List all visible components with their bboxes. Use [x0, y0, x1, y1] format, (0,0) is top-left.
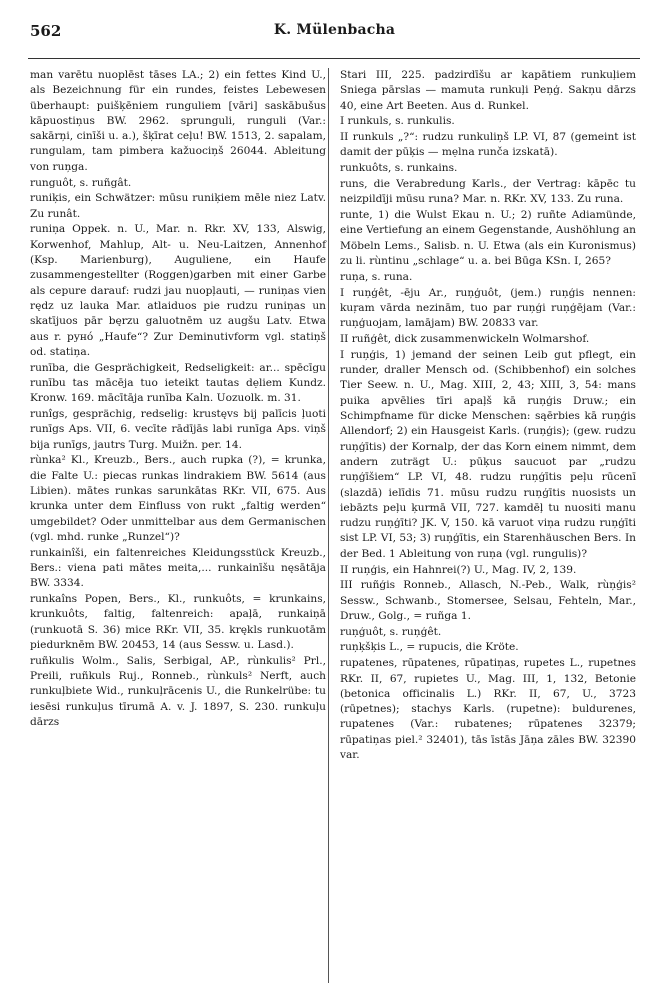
- dictionary-entry: ruņa, s. runa.: [340, 270, 413, 283]
- dictionary-entry: Stari III, 225. padzirdīšu ar kapātiem runkuļiem Sniega pārslas — mamuta runkuļi Peņģ. Sakņu dārzs 40, eine Art Beeten. Aus d. Runkel.: [340, 69, 636, 112]
- dictionary-entry: runîgs, gesprächig, redselig: krustęvs bij palīcis ļuoti runīgs Aps. VII, 6. vecīte rādījās labi runīga Aps. viņš bija runīgs, jautrs Turg. Muižn. per. 14.: [30, 408, 326, 451]
- dictionary-entry: runkaîns Popen, Bers., Kl., runkuôts, = krunkains, krunkuôts, faltig, faltenreich: apaļā, runkaiņā (runkuotā S. 36) mice RKr. VII, 35. krękls runkuotām piedurknēm BW. 20453, 14 (aus Sessw. u. Lasd.).: [30, 593, 326, 651]
- dictionary-entry: III ruñģis Ronneb., Allasch, N.-Peb., Walk, rùņģis² Sessw., Schwanb., Stomersee, Selsau, Fehteln, Mar., Druw., Golg., = ruñga 1.: [340, 579, 636, 622]
- column-divider: [328, 68, 329, 983]
- dictionary-entry: runkainîši, ein faltenreiches Kleidungsstück Kreuzb., Bers.: viena pati mātes meita,... runkainīšu nęsātāja BW. 3334.: [30, 546, 326, 590]
- dictionary-entry: runkuôts, s. runkains.: [340, 162, 458, 175]
- left-column: [30, 68, 326, 731]
- dictionary-entry: ruñkulis Wolm., Salis, Serbigal, AP., rùnkulis² Prl., Preili, ruñkuls Ruj., Ronneb., rùnkuls² Nerft, auch runkuļbiete Wid., runkuļrācenis U., die Runkelrübe: tu iesēsi runkuļus tīrumā A. v. J. 1897, S. 230. runkuļu dārzs: [30, 654, 326, 728]
- dictionary-entry: rupatenes, rūpatenes, rūpatiņas, rupetes L., rupetnes RKr. II, 67, rupietes U., Mag. III, 1, 132, Betonie (betonica officinalis L.) RKr. II, 67, U., 3723 (rūpetnes); stachys Karls. (rupetne): buldurenes, rupatenes (Var.: rubatenes; rūpatenes 32379; rūpatiņas piel.² 32401), tās īstās Jāņa zāles BW. 32390 var.: [340, 657, 636, 762]
- right-column: [340, 68, 636, 764]
- dictionary-entry: II ruņģis, ein Hahnrei(?) U., Mag. IV, 2, 139.: [340, 563, 577, 576]
- running-head: K. Mülenbacha: [273, 22, 396, 38]
- dictionary-entry: ruņķšķis L., = rupucis, die Kröte.: [340, 641, 519, 654]
- dictionary-entry: rùnka² Kl., Kreuzb., Bers., auch rupka (?), = krunka, die Falte U.: piecas runkas lindrakiem BW. 5614 (aus Libien). mātes runkas sarunkātas RKr. VII, 675. Aus krunka unter dem Einfluss von rukt „faltig werden“ umgebildet? Oder unmittelbar aus dem Germanischen (vgl. mhd. runke „Runzel“)?: [30, 454, 326, 543]
- dictionary-entry: runība, die Gesprächigkeit, Redseligkeit: ar... spēcīgu runību tas mācēja tuo ieteikt tautas dẹliem Kundz. Kronw. 169. mācītāja runība Kaln. Uozuolk. m. 31.: [30, 361, 326, 405]
- dictionary-entry: I ruņģêt, -ēju Ar., ruņģuôt, (jem.) ruņģis nennen: kuŗam vārda nezinām, tuo par ruņģi ruņģējam (Var.: ruņģuojam, lamājam) BW. 20833 var.: [340, 286, 636, 330]
- dictionary-entry: runiķis, ein Schwätzer: mūsu runiķiem mēle niez Latv. Zu runât.: [30, 192, 326, 220]
- dictionary-entry: I runkuls, s. runkulis.: [340, 115, 455, 128]
- header-rule: [28, 58, 640, 59]
- dictionary-entry: ruņģuôt, s. ruņģêt.: [340, 625, 442, 638]
- dictionary-entry: runte, 1) die Wulst Ekau n. U.; 2) ruñte Adiamünde, eine Vertiefung an einem Gegenstande, Aushöhlung an Möbeln Lems., Salisb. n. U. Etwa (als ein Kuronismus) zu li. rùntinu „schlage“ u. a. bei Būga KSn. I, 265?: [340, 209, 636, 268]
- page-number: 562: [30, 22, 62, 40]
- dictionary-entry: runs, die Verabredung Karls., der Vertrag: kāpēc tu neizpildīji mūsu runa? Mar. n. RKr. XV, 133. Zu runa.: [340, 178, 636, 206]
- dictionary-entry: runguôt, s. ruñgât.: [30, 176, 132, 189]
- dictionary-entry: II runkuls „?“: rudzu runkuliņš LP. VI, 87 (gemeint ist damit der pūķis — mẹlna runča izskatā).: [340, 131, 636, 159]
- dictionary-entry: II ruñģêt, dick zusammenwickeln Wolmarshof.: [340, 333, 590, 346]
- dictionary-entry: runiņa Oppek. n. U., Mar. n. Rkr. XV, 133, Alswig, Korwenhof, Mahlup, Alt- u. Neu-Laitzen, Annenhof (Ksp. Marienburg), Auguliene, ein Haufe zusammengestellter (Roggen)garben mit einer Garbe als cepure darauf: rudzi jau nuopļauti, — runiņas vien rędz uz lauka Mar. atlaiduos pie rudzu runiņas un skatījuos pār bęrzu galuotnēm uz augšu Latv. Etwa aus r. pyнó „Haufe“? Zur Deminutivform vgl. statiņš od. statiņa.: [30, 223, 326, 358]
- dictionary-entry: I ruņģis, 1) jemand der seinen Leib gut pflegt, ein runder, draller Mensch od. (Schibbenhof) ein solches Tier Seew. n. U., Mag. XIII, 2, 43; XIII, 3, 54: mans puika apvēlies tīri apaļš kā ruņģis Druw.; ein Schimpfname für dicke Menschen: sąērbies kā ruņģis Allendorf; 2) ein Hausgeist Karls. (ruņģis); (gew. rudzu ruņģītis) der Kornalp, der das Korn einem nimmt, dem andern zuträgt U.: pūķus saucuot par „rudzu ruņģīšiem“ LP. VI, 48. rudzu ruņģītis peļu rūcenī (slazdā) ielīdis 71. mūsu rudzu ruņģītis nuosists un iebāzts peļu ķurmā VII, 727. kamdēļ tu nuositi manu rudzu ruņģīti? JK. V, 150. kā varuot viņa rudzu ruņģīti sist LP. VI, 53; 3) ruņģītis, ein Starenhäuschen Bers. In der Bed. 1 Ableitung von ruņa (vgl. rungulis)?: [340, 348, 636, 560]
- page-header: [0, 22, 669, 44]
- dictionary-entry: man varētu nuoplēst tāses LA.; 2) ein fettes Kind U., als Bezeichnung für ein rundes, feistes Lebewesen überhaupt: puišķēniem runguliem [vāri] saskābušus kāpuostiņus BW. 2962. sprunguli, runguli (Var.: sakārņi, cinīši u. a.), šķīrat ceļu! BW. 1513, 2. sapalam, rungulam, tam pimbera kažuociņš 26044. Ableitung von ruņga.: [30, 69, 326, 173]
